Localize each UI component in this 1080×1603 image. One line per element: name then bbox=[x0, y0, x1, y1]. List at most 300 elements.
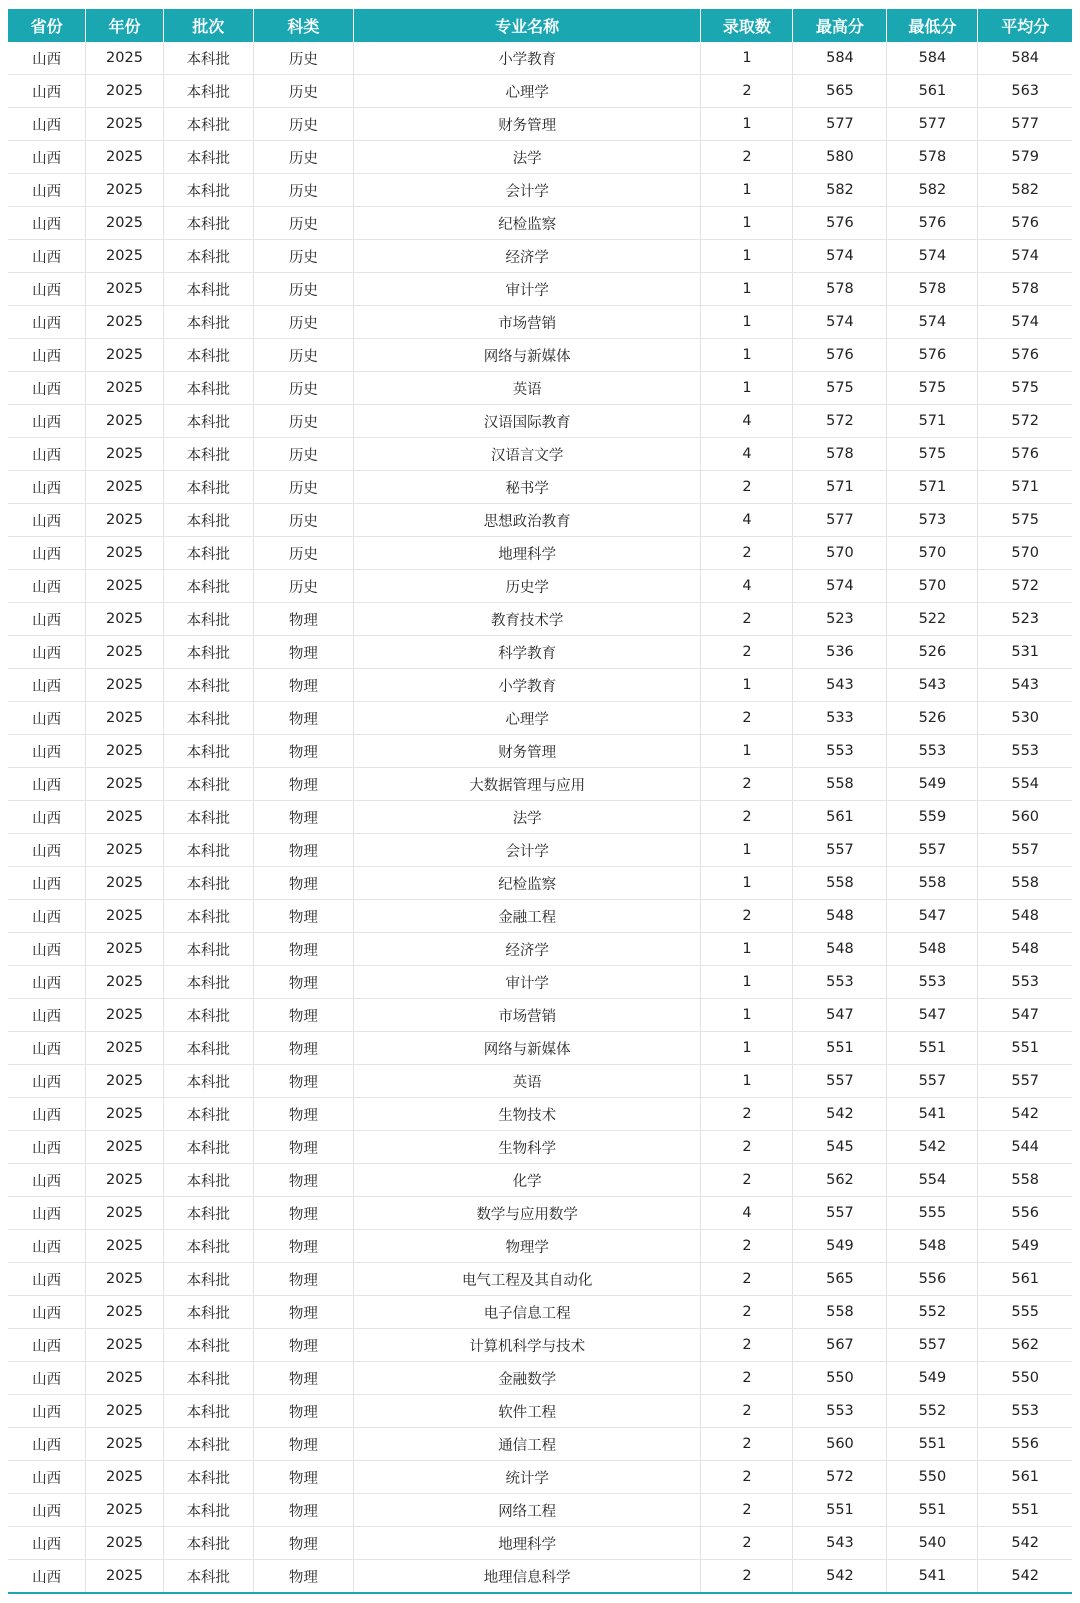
cell-batch: 本科批 bbox=[163, 735, 253, 768]
cell-admitted-count: 2 bbox=[701, 1362, 793, 1395]
cell-admitted-count: 2 bbox=[701, 1494, 793, 1527]
cell-batch: 本科批 bbox=[163, 1362, 253, 1395]
cell-major-name: 财务管理 bbox=[353, 735, 701, 768]
table-body bbox=[8, 42, 1072, 1593]
cell-subject-category: 物理 bbox=[253, 801, 353, 834]
cell-major-name: 纪检监察 bbox=[353, 207, 701, 240]
cell-province: 山西 bbox=[8, 1296, 86, 1329]
cell-avg-score: 549 bbox=[978, 1230, 1072, 1263]
cell-avg-score: 561 bbox=[978, 1263, 1072, 1296]
table-row bbox=[8, 273, 1072, 306]
cell-major-name: 网络与新媒体 bbox=[353, 339, 701, 372]
cell-min-score: 552 bbox=[887, 1296, 978, 1329]
cell-major-name: 汉语国际教育 bbox=[353, 405, 701, 438]
cell-year: 2025 bbox=[86, 141, 164, 174]
cell-province: 山西 bbox=[8, 1428, 86, 1461]
cell-max-score: 543 bbox=[793, 669, 887, 702]
cell-subject-category: 物理 bbox=[253, 1230, 353, 1263]
cell-max-score: 553 bbox=[793, 1395, 887, 1428]
cell-subject-category: 物理 bbox=[253, 1329, 353, 1362]
cell-min-score: 551 bbox=[887, 1428, 978, 1461]
cell-batch: 本科批 bbox=[163, 1131, 253, 1164]
column-header-max-score: 最高分 bbox=[793, 9, 887, 42]
cell-min-score: 541 bbox=[887, 1560, 978, 1594]
cell-avg-score: 575 bbox=[978, 504, 1072, 537]
cell-max-score: 562 bbox=[793, 1164, 887, 1197]
table-row bbox=[8, 537, 1072, 570]
table-row bbox=[8, 801, 1072, 834]
cell-year: 2025 bbox=[86, 669, 164, 702]
cell-year: 2025 bbox=[86, 1065, 164, 1098]
cell-batch: 本科批 bbox=[163, 240, 253, 273]
cell-min-score: 553 bbox=[887, 735, 978, 768]
table-row bbox=[8, 999, 1072, 1032]
cell-avg-score: 562 bbox=[978, 1329, 1072, 1362]
cell-avg-score: 557 bbox=[978, 834, 1072, 867]
cell-admitted-count: 2 bbox=[701, 1428, 793, 1461]
cell-year: 2025 bbox=[86, 372, 164, 405]
cell-major-name: 心理学 bbox=[353, 702, 701, 735]
cell-batch: 本科批 bbox=[163, 273, 253, 306]
cell-major-name: 秘书学 bbox=[353, 471, 701, 504]
cell-min-score: 570 bbox=[887, 537, 978, 570]
cell-major-name: 小学教育 bbox=[353, 669, 701, 702]
cell-year: 2025 bbox=[86, 438, 164, 471]
cell-min-score: 554 bbox=[887, 1164, 978, 1197]
cell-max-score: 560 bbox=[793, 1428, 887, 1461]
cell-min-score: 574 bbox=[887, 240, 978, 273]
table-row bbox=[8, 1428, 1072, 1461]
cell-min-score: 549 bbox=[887, 1362, 978, 1395]
table-row bbox=[8, 1494, 1072, 1527]
cell-avg-score: 555 bbox=[978, 1296, 1072, 1329]
cell-year: 2025 bbox=[86, 570, 164, 603]
cell-min-score: 547 bbox=[887, 900, 978, 933]
cell-min-score: 557 bbox=[887, 834, 978, 867]
cell-batch: 本科批 bbox=[163, 504, 253, 537]
table-row bbox=[8, 75, 1072, 108]
cell-max-score: 548 bbox=[793, 933, 887, 966]
cell-year: 2025 bbox=[86, 834, 164, 867]
table-row bbox=[8, 405, 1072, 438]
cell-batch: 本科批 bbox=[163, 405, 253, 438]
cell-subject-category: 物理 bbox=[253, 603, 353, 636]
cell-year: 2025 bbox=[86, 636, 164, 669]
cell-max-score: 567 bbox=[793, 1329, 887, 1362]
cell-max-score: 580 bbox=[793, 141, 887, 174]
cell-subject-category: 历史 bbox=[253, 240, 353, 273]
cell-max-score: 572 bbox=[793, 405, 887, 438]
cell-batch: 本科批 bbox=[163, 306, 253, 339]
cell-batch: 本科批 bbox=[163, 834, 253, 867]
cell-admitted-count: 1 bbox=[701, 42, 793, 75]
cell-batch: 本科批 bbox=[163, 75, 253, 108]
cell-max-score: 577 bbox=[793, 108, 887, 141]
cell-subject-category: 物理 bbox=[253, 999, 353, 1032]
cell-province: 山西 bbox=[8, 141, 86, 174]
cell-admitted-count: 2 bbox=[701, 900, 793, 933]
cell-admitted-count: 1 bbox=[701, 1032, 793, 1065]
cell-max-score: 553 bbox=[793, 735, 887, 768]
cell-admitted-count: 4 bbox=[701, 570, 793, 603]
cell-batch: 本科批 bbox=[163, 636, 253, 669]
cell-min-score: 557 bbox=[887, 1329, 978, 1362]
cell-batch: 本科批 bbox=[163, 207, 253, 240]
cell-min-score: 575 bbox=[887, 438, 978, 471]
cell-major-name: 通信工程 bbox=[353, 1428, 701, 1461]
cell-subject-category: 历史 bbox=[253, 405, 353, 438]
cell-max-score: 575 bbox=[793, 372, 887, 405]
cell-province: 山西 bbox=[8, 405, 86, 438]
cell-batch: 本科批 bbox=[163, 1494, 253, 1527]
cell-subject-category: 历史 bbox=[253, 42, 353, 75]
cell-min-score: 551 bbox=[887, 1494, 978, 1527]
cell-major-name: 法学 bbox=[353, 141, 701, 174]
cell-min-score: 573 bbox=[887, 504, 978, 537]
cell-province: 山西 bbox=[8, 1461, 86, 1494]
cell-admitted-count: 2 bbox=[701, 537, 793, 570]
cell-avg-score: 542 bbox=[978, 1560, 1072, 1594]
cell-province: 山西 bbox=[8, 306, 86, 339]
cell-major-name: 市场营销 bbox=[353, 306, 701, 339]
cell-year: 2025 bbox=[86, 735, 164, 768]
cell-province: 山西 bbox=[8, 174, 86, 207]
cell-year: 2025 bbox=[86, 1527, 164, 1560]
column-header-batch: 批次 bbox=[163, 9, 253, 42]
cell-max-score: 551 bbox=[793, 1032, 887, 1065]
cell-avg-score: 530 bbox=[978, 702, 1072, 735]
cell-batch: 本科批 bbox=[163, 1263, 253, 1296]
cell-subject-category: 物理 bbox=[253, 1296, 353, 1329]
cell-province: 山西 bbox=[8, 669, 86, 702]
cell-subject-category: 物理 bbox=[253, 1197, 353, 1230]
table-row bbox=[8, 1527, 1072, 1560]
cell-year: 2025 bbox=[86, 999, 164, 1032]
cell-major-name: 网络与新媒体 bbox=[353, 1032, 701, 1065]
cell-admitted-count: 1 bbox=[701, 240, 793, 273]
cell-batch: 本科批 bbox=[163, 372, 253, 405]
cell-subject-category: 历史 bbox=[253, 438, 353, 471]
cell-subject-category: 物理 bbox=[253, 768, 353, 801]
cell-admitted-count: 2 bbox=[701, 801, 793, 834]
table-row bbox=[8, 438, 1072, 471]
cell-batch: 本科批 bbox=[163, 1032, 253, 1065]
cell-avg-score: 531 bbox=[978, 636, 1072, 669]
cell-min-score: 541 bbox=[887, 1098, 978, 1131]
table-row bbox=[8, 471, 1072, 504]
cell-year: 2025 bbox=[86, 1197, 164, 1230]
cell-subject-category: 物理 bbox=[253, 669, 353, 702]
cell-major-name: 物理学 bbox=[353, 1230, 701, 1263]
cell-major-name: 软件工程 bbox=[353, 1395, 701, 1428]
cell-max-score: 553 bbox=[793, 966, 887, 999]
table-row bbox=[8, 1395, 1072, 1428]
cell-admitted-count: 2 bbox=[701, 471, 793, 504]
cell-major-name: 财务管理 bbox=[353, 108, 701, 141]
cell-max-score: 543 bbox=[793, 1527, 887, 1560]
cell-max-score: 545 bbox=[793, 1131, 887, 1164]
cell-max-score: 582 bbox=[793, 174, 887, 207]
cell-subject-category: 物理 bbox=[253, 1461, 353, 1494]
cell-batch: 本科批 bbox=[163, 999, 253, 1032]
cell-avg-score: 553 bbox=[978, 1395, 1072, 1428]
cell-year: 2025 bbox=[86, 1164, 164, 1197]
cell-year: 2025 bbox=[86, 42, 164, 75]
cell-major-name: 英语 bbox=[353, 1065, 701, 1098]
cell-major-name: 统计学 bbox=[353, 1461, 701, 1494]
cell-min-score: 578 bbox=[887, 141, 978, 174]
admission-scores-table bbox=[8, 9, 1072, 1594]
cell-province: 山西 bbox=[8, 570, 86, 603]
cell-avg-score: 582 bbox=[978, 174, 1072, 207]
cell-min-score: 550 bbox=[887, 1461, 978, 1494]
cell-max-score: 533 bbox=[793, 702, 887, 735]
cell-major-name: 纪检监察 bbox=[353, 867, 701, 900]
table-row bbox=[8, 240, 1072, 273]
cell-province: 山西 bbox=[8, 1329, 86, 1362]
cell-admitted-count: 2 bbox=[701, 636, 793, 669]
cell-max-score: 547 bbox=[793, 999, 887, 1032]
table-row bbox=[8, 42, 1072, 75]
table-row bbox=[8, 339, 1072, 372]
cell-year: 2025 bbox=[86, 801, 164, 834]
column-header-year: 年份 bbox=[86, 9, 164, 42]
table-row bbox=[8, 1131, 1072, 1164]
cell-subject-category: 物理 bbox=[253, 966, 353, 999]
cell-year: 2025 bbox=[86, 966, 164, 999]
cell-admitted-count: 2 bbox=[701, 1263, 793, 1296]
cell-batch: 本科批 bbox=[163, 471, 253, 504]
cell-province: 山西 bbox=[8, 1197, 86, 1230]
cell-min-score: 555 bbox=[887, 1197, 978, 1230]
cell-province: 山西 bbox=[8, 207, 86, 240]
cell-batch: 本科批 bbox=[163, 1461, 253, 1494]
cell-min-score: 548 bbox=[887, 933, 978, 966]
cell-avg-score: 553 bbox=[978, 966, 1072, 999]
cell-min-score: 526 bbox=[887, 702, 978, 735]
cell-batch: 本科批 bbox=[163, 1296, 253, 1329]
cell-max-score: 558 bbox=[793, 867, 887, 900]
cell-admitted-count: 1 bbox=[701, 834, 793, 867]
cell-major-name: 会计学 bbox=[353, 174, 701, 207]
cell-major-name: 金融工程 bbox=[353, 900, 701, 933]
cell-major-name: 地理科学 bbox=[353, 1527, 701, 1560]
cell-max-score: 561 bbox=[793, 801, 887, 834]
cell-avg-score: 572 bbox=[978, 570, 1072, 603]
cell-admitted-count: 1 bbox=[701, 933, 793, 966]
cell-admitted-count: 4 bbox=[701, 1197, 793, 1230]
cell-major-name: 电子信息工程 bbox=[353, 1296, 701, 1329]
cell-min-score: 540 bbox=[887, 1527, 978, 1560]
cell-year: 2025 bbox=[86, 1428, 164, 1461]
cell-avg-score: 551 bbox=[978, 1494, 1072, 1527]
cell-batch: 本科批 bbox=[163, 702, 253, 735]
cell-major-name: 地理信息科学 bbox=[353, 1560, 701, 1594]
column-header-avg-score: 平均分 bbox=[978, 9, 1072, 42]
cell-year: 2025 bbox=[86, 1230, 164, 1263]
cell-avg-score: 553 bbox=[978, 735, 1072, 768]
cell-subject-category: 历史 bbox=[253, 306, 353, 339]
cell-admitted-count: 1 bbox=[701, 207, 793, 240]
cell-subject-category: 物理 bbox=[253, 834, 353, 867]
cell-max-score: 551 bbox=[793, 1494, 887, 1527]
cell-province: 山西 bbox=[8, 537, 86, 570]
cell-batch: 本科批 bbox=[163, 141, 253, 174]
cell-subject-category: 物理 bbox=[253, 1494, 353, 1527]
cell-max-score: 576 bbox=[793, 207, 887, 240]
cell-max-score: 558 bbox=[793, 768, 887, 801]
cell-major-name: 计算机科学与技术 bbox=[353, 1329, 701, 1362]
cell-avg-score: 576 bbox=[978, 438, 1072, 471]
cell-year: 2025 bbox=[86, 1098, 164, 1131]
cell-max-score: 557 bbox=[793, 1197, 887, 1230]
cell-max-score: 570 bbox=[793, 537, 887, 570]
table-row bbox=[8, 867, 1072, 900]
cell-avg-score: 547 bbox=[978, 999, 1072, 1032]
cell-avg-score: 578 bbox=[978, 273, 1072, 306]
cell-admitted-count: 2 bbox=[701, 1560, 793, 1594]
cell-min-score: 574 bbox=[887, 306, 978, 339]
cell-admitted-count: 1 bbox=[701, 867, 793, 900]
cell-max-score: 549 bbox=[793, 1230, 887, 1263]
cell-subject-category: 物理 bbox=[253, 1098, 353, 1131]
cell-province: 山西 bbox=[8, 339, 86, 372]
cell-subject-category: 物理 bbox=[253, 702, 353, 735]
cell-batch: 本科批 bbox=[163, 966, 253, 999]
cell-year: 2025 bbox=[86, 405, 164, 438]
cell-major-name: 审计学 bbox=[353, 273, 701, 306]
table-row bbox=[8, 966, 1072, 999]
cell-major-name: 会计学 bbox=[353, 834, 701, 867]
cell-min-score: 582 bbox=[887, 174, 978, 207]
cell-max-score: 550 bbox=[793, 1362, 887, 1395]
cell-province: 山西 bbox=[8, 603, 86, 636]
cell-year: 2025 bbox=[86, 108, 164, 141]
cell-max-score: 576 bbox=[793, 339, 887, 372]
cell-major-name: 心理学 bbox=[353, 75, 701, 108]
cell-province: 山西 bbox=[8, 240, 86, 273]
cell-province: 山西 bbox=[8, 801, 86, 834]
cell-max-score: 557 bbox=[793, 834, 887, 867]
cell-major-name: 地理科学 bbox=[353, 537, 701, 570]
cell-batch: 本科批 bbox=[163, 867, 253, 900]
cell-avg-score: 571 bbox=[978, 471, 1072, 504]
cell-admitted-count: 4 bbox=[701, 438, 793, 471]
cell-year: 2025 bbox=[86, 1296, 164, 1329]
cell-max-score: 523 bbox=[793, 603, 887, 636]
cell-subject-category: 历史 bbox=[253, 339, 353, 372]
cell-avg-score: 575 bbox=[978, 372, 1072, 405]
cell-province: 山西 bbox=[8, 867, 86, 900]
table-row bbox=[8, 834, 1072, 867]
cell-avg-score: 551 bbox=[978, 1032, 1072, 1065]
cell-min-score: 548 bbox=[887, 1230, 978, 1263]
cell-province: 山西 bbox=[8, 636, 86, 669]
cell-year: 2025 bbox=[86, 240, 164, 273]
cell-max-score: 574 bbox=[793, 240, 887, 273]
table-row bbox=[8, 768, 1072, 801]
cell-admitted-count: 1 bbox=[701, 966, 793, 999]
cell-province: 山西 bbox=[8, 1131, 86, 1164]
cell-province: 山西 bbox=[8, 1362, 86, 1395]
cell-min-score: 549 bbox=[887, 768, 978, 801]
admission-table-container bbox=[8, 9, 1072, 1594]
cell-min-score: 553 bbox=[887, 966, 978, 999]
cell-admitted-count: 1 bbox=[701, 735, 793, 768]
cell-subject-category: 历史 bbox=[253, 570, 353, 603]
cell-subject-category: 物理 bbox=[253, 735, 353, 768]
cell-avg-score: 544 bbox=[978, 1131, 1072, 1164]
table-row bbox=[8, 603, 1072, 636]
cell-admitted-count: 1 bbox=[701, 1065, 793, 1098]
cell-min-score: 559 bbox=[887, 801, 978, 834]
cell-min-score: 584 bbox=[887, 42, 978, 75]
cell-avg-score: 574 bbox=[978, 240, 1072, 273]
cell-max-score: 536 bbox=[793, 636, 887, 669]
table-row bbox=[8, 1098, 1072, 1131]
cell-admitted-count: 1 bbox=[701, 108, 793, 141]
cell-province: 山西 bbox=[8, 999, 86, 1032]
cell-subject-category: 历史 bbox=[253, 174, 353, 207]
cell-avg-score: 523 bbox=[978, 603, 1072, 636]
cell-admitted-count: 2 bbox=[701, 1131, 793, 1164]
table-row bbox=[8, 1263, 1072, 1296]
column-header-major-name: 专业名称 bbox=[353, 9, 701, 42]
table-row bbox=[8, 1560, 1072, 1594]
cell-major-name: 市场营销 bbox=[353, 999, 701, 1032]
table-row bbox=[8, 1329, 1072, 1362]
cell-year: 2025 bbox=[86, 306, 164, 339]
cell-province: 山西 bbox=[8, 108, 86, 141]
cell-min-score: 576 bbox=[887, 207, 978, 240]
cell-major-name: 大数据管理与应用 bbox=[353, 768, 701, 801]
cell-subject-category: 历史 bbox=[253, 207, 353, 240]
cell-subject-category: 物理 bbox=[253, 933, 353, 966]
cell-year: 2025 bbox=[86, 702, 164, 735]
cell-major-name: 金融数学 bbox=[353, 1362, 701, 1395]
cell-subject-category: 历史 bbox=[253, 108, 353, 141]
cell-avg-score: 556 bbox=[978, 1428, 1072, 1461]
cell-min-score: 551 bbox=[887, 1032, 978, 1065]
cell-major-name: 思想政治教育 bbox=[353, 504, 701, 537]
cell-max-score: 542 bbox=[793, 1098, 887, 1131]
cell-admitted-count: 4 bbox=[701, 405, 793, 438]
cell-year: 2025 bbox=[86, 1494, 164, 1527]
cell-avg-score: 570 bbox=[978, 537, 1072, 570]
cell-year: 2025 bbox=[86, 1461, 164, 1494]
cell-batch: 本科批 bbox=[163, 570, 253, 603]
table-row bbox=[8, 1032, 1072, 1065]
cell-max-score: 557 bbox=[793, 1065, 887, 1098]
table-row bbox=[8, 1461, 1072, 1494]
cell-year: 2025 bbox=[86, 537, 164, 570]
cell-admitted-count: 2 bbox=[701, 702, 793, 735]
cell-admitted-count: 1 bbox=[701, 306, 793, 339]
cell-subject-category: 物理 bbox=[253, 1527, 353, 1560]
cell-province: 山西 bbox=[8, 966, 86, 999]
cell-min-score: 571 bbox=[887, 471, 978, 504]
cell-province: 山西 bbox=[8, 471, 86, 504]
cell-batch: 本科批 bbox=[163, 768, 253, 801]
cell-province: 山西 bbox=[8, 372, 86, 405]
table-row bbox=[8, 570, 1072, 603]
cell-avg-score: 548 bbox=[978, 900, 1072, 933]
cell-admitted-count: 2 bbox=[701, 603, 793, 636]
cell-avg-score: 558 bbox=[978, 1164, 1072, 1197]
cell-subject-category: 物理 bbox=[253, 867, 353, 900]
cell-admitted-count: 1 bbox=[701, 372, 793, 405]
cell-batch: 本科批 bbox=[163, 1560, 253, 1594]
